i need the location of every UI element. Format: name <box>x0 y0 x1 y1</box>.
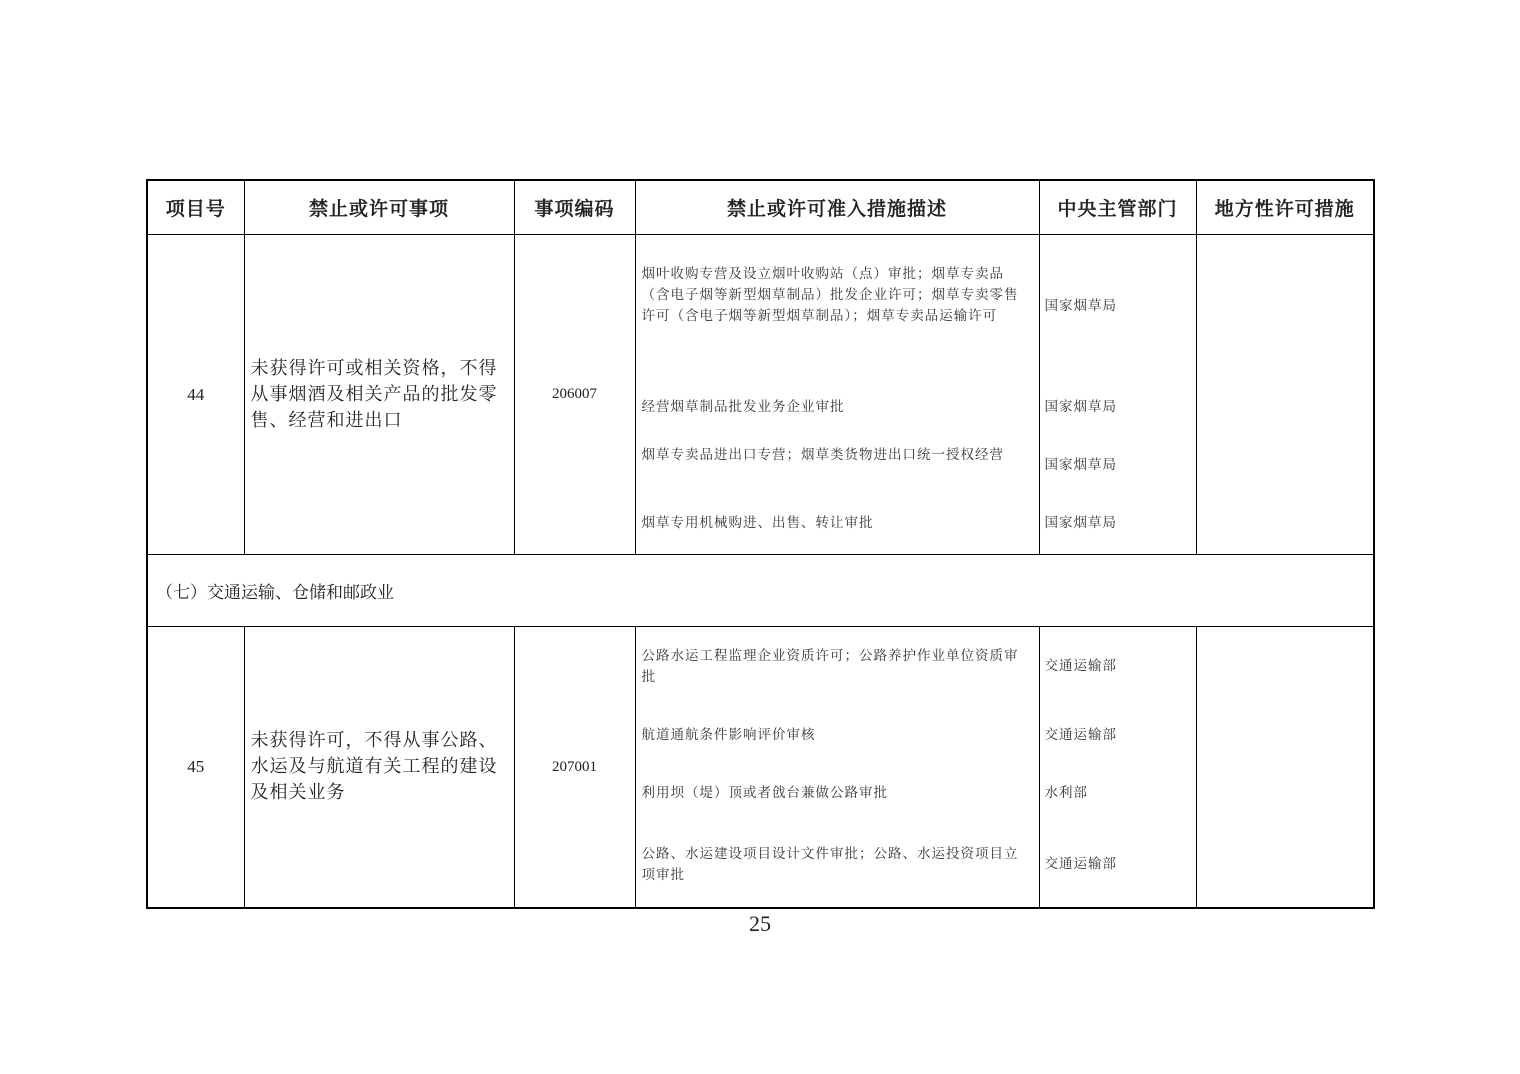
measure-text: 烟草专用机械购进、出售、转让审批 <box>641 515 874 531</box>
measure-text: 利用坝（堤）顶或者戗台兼做公路审批 <box>641 785 888 801</box>
row-measures <box>635 235 1039 555</box>
measure-text: 公路、水运建设项目设计文件审批；公路、水运投资项目立项审批 <box>641 846 1019 883</box>
section-title: （七）交通运输、仓储和邮政业 <box>147 555 1374 627</box>
row-code: 207001 <box>514 627 635 909</box>
page-number: 25 <box>749 911 771 936</box>
permit-table <box>146 179 1375 909</box>
measure-text: 公路水运工程监理企业资质许可；公路养护作业单位资质审批 <box>641 648 1019 685</box>
header-project-number: 项目号 <box>147 180 244 235</box>
header-code: 事项编码 <box>514 180 635 235</box>
department-text: 交通运输部 <box>1044 856 1117 872</box>
header-department: 中央主管部门 <box>1039 180 1196 235</box>
row-departments <box>1039 627 1196 909</box>
department-text: 国家烟草局 <box>1044 399 1117 415</box>
header-local-measure: 地方性许可措施 <box>1196 180 1374 235</box>
department-text: 国家烟草局 <box>1044 298 1117 314</box>
row-measures <box>635 627 1039 909</box>
row-item: 未获得许可或相关资格，不得从事烟酒及相关产品的批发零售、经营和进出口 <box>244 235 514 555</box>
department-text: 交通运输部 <box>1044 658 1117 674</box>
department-text: 水利部 <box>1044 785 1088 801</box>
row-local-measure <box>1196 627 1374 909</box>
section-row <box>147 555 1374 627</box>
row-departments <box>1039 235 1196 555</box>
row-number: 44 <box>147 235 244 555</box>
department-text: 交通运输部 <box>1044 727 1117 743</box>
row-code: 206007 <box>514 235 635 555</box>
department-text: 国家烟草局 <box>1044 457 1117 473</box>
header-item: 禁止或许可事项 <box>244 180 514 235</box>
row-item: 未获得许可，不得从事公路、水运及与航道有关工程的建设及相关业务 <box>244 627 514 909</box>
row-local-measure <box>1196 235 1374 555</box>
header-measure: 禁止或许可准入措施描述 <box>635 180 1039 235</box>
measure-text: 航道通航条件影响评价审核 <box>641 727 816 743</box>
row-number: 45 <box>147 627 244 909</box>
table-row <box>147 235 1374 555</box>
department-text: 国家烟草局 <box>1044 515 1117 531</box>
measure-text: 烟叶收购专营及设立烟叶收购站（点）审批；烟草专卖品（含电子烟等新型烟草制品）批发企业许可；烟草专卖零售许可（含电子烟等新型烟草制品）；烟草专卖品运输许可 <box>641 266 1019 324</box>
table-header-row <box>147 180 1374 235</box>
measure-text: 经营烟草制品批发业务企业审批 <box>641 399 845 415</box>
table-row <box>147 627 1374 909</box>
measure-text: 烟草专卖品进出口专营；烟草类货物进出口统一授权经营 <box>641 447 1004 463</box>
